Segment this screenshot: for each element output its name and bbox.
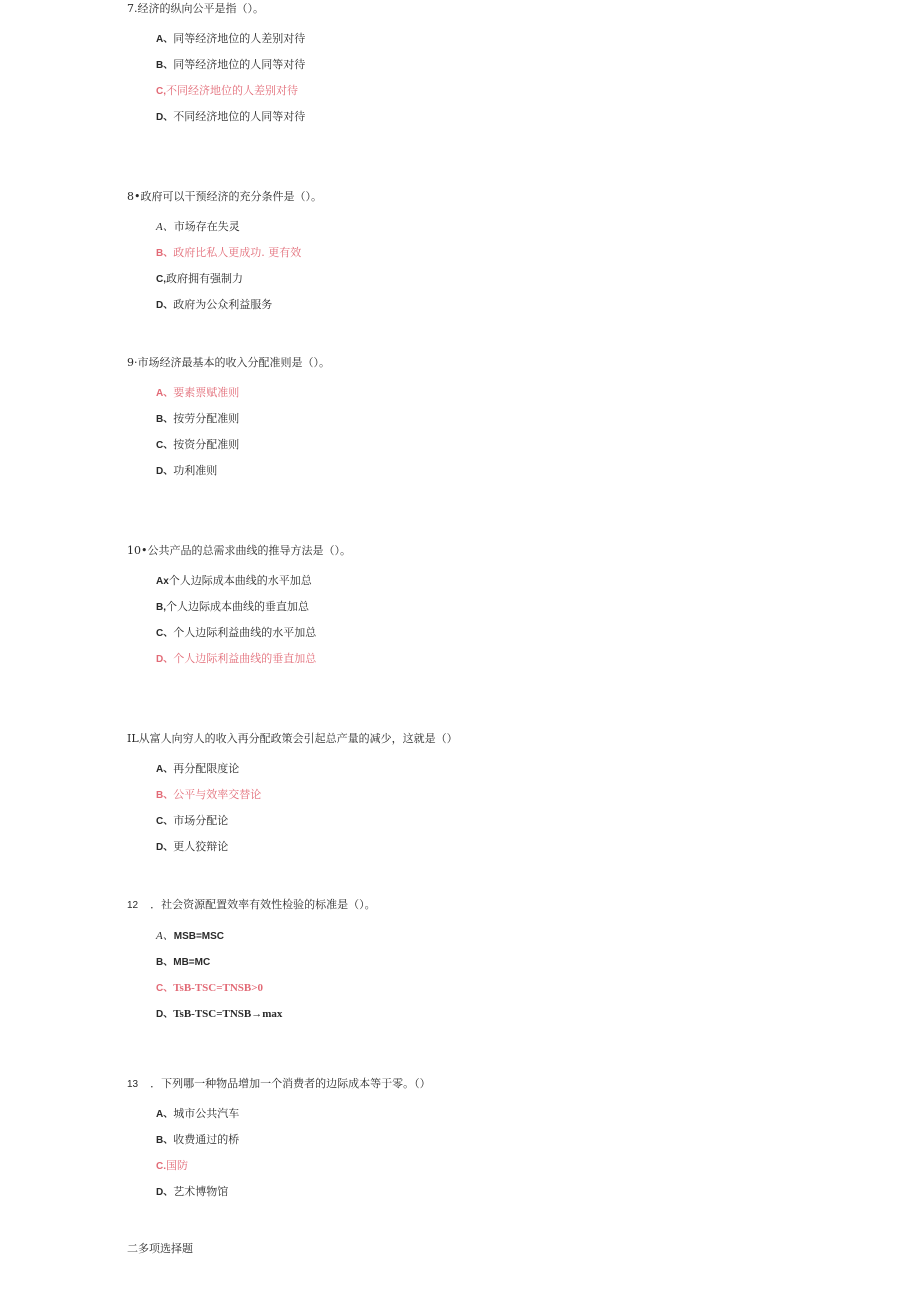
- question-12-option-c: C、TsB-TSC=TNSB>0: [156, 982, 264, 994]
- question-11-option-a: A、再分配限度论: [156, 762, 240, 775]
- question-10-option-a: Ax个人边际成本曲线的水平加总: [156, 574, 312, 587]
- question-12-option-b: B、MB=MC: [156, 957, 211, 968]
- question-9-option-c: C、按资分配准则: [156, 438, 240, 451]
- section-title: 二多项选择题: [127, 1242, 193, 1255]
- question-12-stem: 12 ．社会资源配置效率有效性检验的标准是（）。: [127, 898, 376, 911]
- question-8-stem: 8•政府可以干预经济的充分条件是（）。: [127, 190, 322, 203]
- question-13-option-c: C.国防: [156, 1159, 188, 1172]
- question-7-option-a: A、同等经济地位的人差别对待: [156, 32, 306, 45]
- question-9-option-b: B、按劳分配准则: [156, 412, 240, 425]
- question-12-option-a: A、MSB=MSC: [156, 930, 225, 942]
- question-8-option-c: C,政府拥有强制力: [156, 272, 243, 285]
- question-12-number: 12: [127, 900, 139, 911]
- question-7-option-c: C,不同经济地位的人差别对待: [156, 84, 298, 97]
- question-8-option-b: B、政府比私人更成功. 更有效: [156, 246, 302, 259]
- question-7-option-d: D、不同经济地位的人同等对待: [156, 110, 306, 123]
- question-13-option-b: B、收费通过的桥: [156, 1133, 240, 1146]
- question-8-option-d: D、政府为公众利益服务: [156, 298, 273, 311]
- question-9-option-a: A、要素票赋准则: [156, 386, 240, 399]
- question-11-option-d: D、更人狡辩论: [156, 840, 229, 853]
- question-10-stem: 10•公共产品的总需求曲线的推导方法是（）。: [127, 544, 351, 557]
- question-12-option-d: D、TsB-TSC=TNSB→max: [156, 1008, 283, 1020]
- question-13-number: 13: [127, 1079, 139, 1090]
- question-8-option-a: A、市场存在失灵: [156, 220, 240, 233]
- question-7-stem: 7.经济的纵向公平是指（）。: [127, 2, 264, 15]
- question-13-option-a: A、城市公共汽车: [156, 1107, 240, 1120]
- question-10-option-c: C、个人边际利益曲线的水平加总: [156, 626, 317, 639]
- question-13-option-d: D、艺术博物馆: [156, 1185, 229, 1198]
- question-10-option-b: B,个人边际成本曲线的垂直加总: [156, 600, 309, 613]
- question-9-stem: 9·市场经济最基本的收入分配准则是（）。: [127, 356, 330, 369]
- question-11-option-b: B、公平与效率交替论: [156, 788, 262, 801]
- question-13-stem: 13 ．下列哪一种物品增加一个消费者的边际成本等于零。（）: [127, 1077, 431, 1090]
- question-11-option-c: C、市场分配论: [156, 814, 229, 827]
- question-11-stem: IL从富人向穷人的收入再分配政策会引起总产量的减少，这就是（）: [127, 732, 458, 745]
- question-9-option-d: D、功利准则: [156, 464, 218, 477]
- question-10-option-d: D、个人边际利益曲线的垂直加总: [156, 652, 317, 665]
- question-7-option-b: B、同等经济地位的人同等对待: [156, 58, 306, 71]
